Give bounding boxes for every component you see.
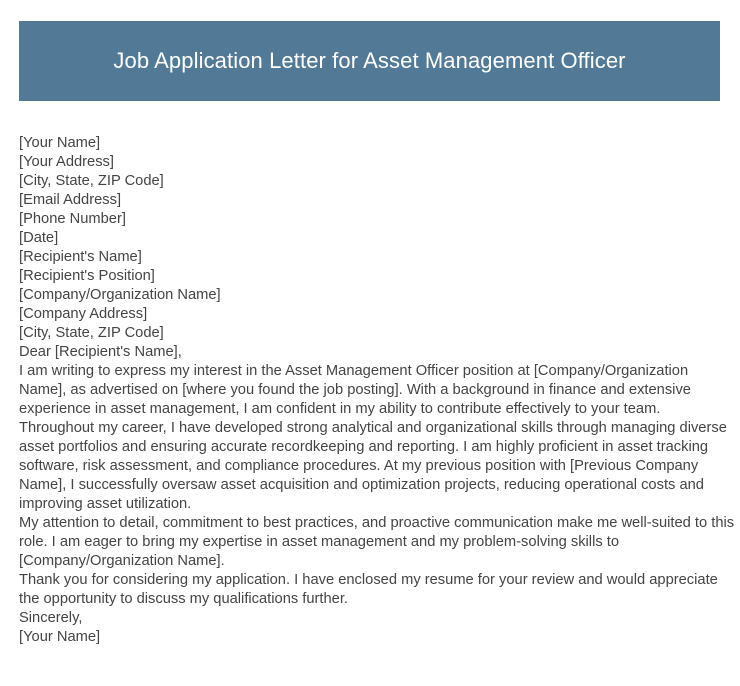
letter-salutation: Dear [Recipient's Name], — [19, 344, 182, 360]
letter-line: [Your Address] — [19, 154, 114, 170]
letter-paragraph: Thank you for considering my application. I have enclosed my resume for your review and would appreciate the opportunity to discuss my qualifications further. — [19, 572, 718, 607]
letter-line: [Recipient's Position] — [19, 268, 155, 284]
letter-line: [Phone Number] — [19, 211, 126, 227]
letter-body — [19, 134, 739, 647]
letter-paragraph: My attention to detail, commitment to best practices, and proactive communication make me well-suited to this role. I am eager to bring my expertise in asset management and my problem-solving skills to [Company/Organization Name]. — [19, 515, 735, 569]
letter-line: [City, State, ZIP Code] — [19, 173, 164, 189]
letter-paragraph: Throughout my career, I have developed strong analytical and organizational skills through managing diverse asset portfolios and ensuring accurate recordkeeping and reporting. I am highly proficient in asset tracking software, risk assessment, and compliance procedures. At my previous position with [Previous Company Name], I successfully oversaw asset acquisition and optimization projects, reducing operational costs and improving asset utilization. — [19, 420, 727, 512]
letter-closing: Sincerely, — [19, 610, 83, 626]
document-title-banner — [19, 21, 720, 101]
letter-paragraph: I am writing to express my interest in the Asset Management Officer position at [Company/Organization Name], as advertised on [where you found the job posting]. With a background in finance and extensive experience in asset management, I am confident in my ability to contribute effectively to your team. — [19, 363, 691, 417]
letter-line: [City, State, ZIP Code] — [19, 325, 164, 341]
letter-line: [Company/Organization Name] — [19, 287, 221, 303]
letter-line: [Recipient's Name] — [19, 249, 142, 265]
letter-line: [Email Address] — [19, 192, 122, 208]
letter-signature: [Your Name] — [19, 629, 101, 645]
letter-line: [Date] — [19, 230, 59, 246]
letter-line: [Your Name] — [19, 135, 101, 151]
page-title: Job Application Letter for Asset Management Officer — [113, 47, 626, 73]
letter-line: [Company Address] — [19, 306, 148, 322]
